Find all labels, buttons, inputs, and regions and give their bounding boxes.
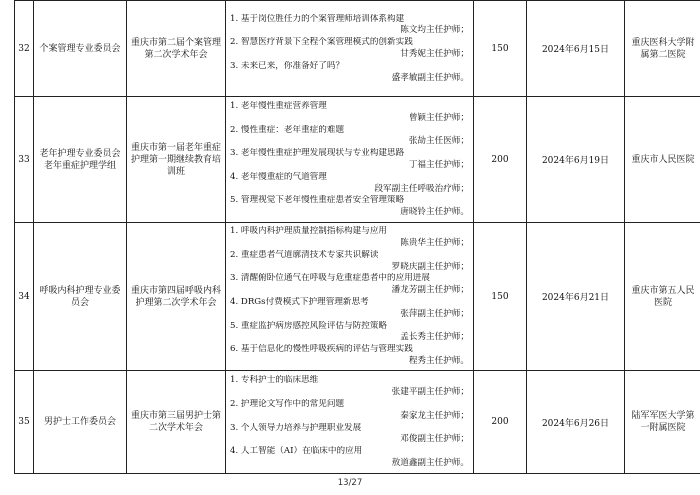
host-cell: 重庆医科大学附属第二医院: [631, 37, 695, 60]
host-cell: 重庆市人民医院: [631, 154, 695, 165]
table-row: [15, 371, 700, 474]
event-date: 2024年6月21日: [527, 223, 625, 371]
topic-item: 1. 呼吸内科护理质量控制指标构建与应用 陈贵华主任护师；: [230, 226, 469, 249]
event-name-cell: 重庆市第三届男护士第二次学术年会: [130, 411, 221, 433]
attendee-count: 150: [474, 223, 527, 371]
topic-item: 3. 清醒俯卧位通气在呼吸与危重症患者中的应用进展 潘龙芳副主任护师；: [230, 273, 469, 296]
topic-item: 1. 基于岗位胜任力的个案管理师培训体系构建 陈文均主任护师；: [230, 13, 469, 36]
topic-item: 2. 慢性重症：老年重症的难题 张劼主任医师；: [230, 124, 469, 147]
page-number: 13/27: [337, 478, 363, 488]
topics-cell: [226, 1, 474, 97]
topic-item: 3. 未来已来，你准备好了吗？ 盛孝敏副主任护师。: [230, 60, 469, 83]
event-date: 2024年6月19日: [527, 97, 625, 223]
organizer-cell: 男护士工作委员会: [43, 417, 116, 427]
row-index: 32: [15, 1, 34, 97]
attendee-count: 200: [474, 371, 527, 474]
topic-item: 2. 护理论文写作中的常见问题 秦家龙主任护师；: [230, 398, 469, 421]
row-index: 34: [15, 223, 34, 371]
topic-item: 4. 人工智能（AI）在临床中的应用 敖道鑫副主任护师。: [230, 446, 469, 468]
organizer-cell: 呼吸内科护理专业委员会: [39, 285, 121, 308]
organizer-cell: 老年护理专业委员会老年重症护理学组: [39, 148, 121, 171]
topics-cell: [226, 97, 474, 223]
table-row: [15, 223, 700, 371]
table-row: [15, 1, 700, 97]
topic-item: 5. 重症监护病房感控风险评估与防控策略 孟长秀主任护师；: [230, 320, 469, 343]
topic-item: 6. 基于信息化的慢性呼吸疾病的评估与管理实践 程秀主任护师。: [230, 344, 469, 366]
host-cell: 重庆市第五人民医院: [631, 285, 695, 308]
topics-cell: [226, 223, 474, 371]
topic-item: 2. 智慧医疗背景下全程个案管理模式的创新实践 甘秀妮主任护师；: [230, 37, 469, 59]
topic-item: 2. 重症患者气道廓清技术专家共识解读 罗晓庆副主任护师；: [230, 249, 469, 272]
attendee-count: 200: [474, 97, 527, 223]
topics-cell: [226, 371, 474, 474]
event-name-cell: 重庆市第一届老年重症护理第一期继续教育培训班: [130, 142, 221, 177]
event-name-cell: 重庆市第二届个案管理第二次学术年会: [130, 37, 221, 60]
event-name-cell: 重庆市第四届呼吸内科护理第二次学术年会: [130, 285, 221, 308]
course-table: [14, 0, 700, 474]
event-date: 2024年6月15日: [527, 1, 625, 97]
topic-item: 5. 管理视觉下老年慢性重症患者安全管理策略 唐晓铃主任护师。: [230, 195, 469, 218]
topic-item: 1. 专科护士的临床思维 张建平副主任护师；: [230, 375, 469, 398]
topic-item: 3. 个人领导力培养与护理职业发展 邓俊副主任护师；: [230, 422, 469, 445]
row-index: 35: [15, 371, 34, 474]
topic-item: 3. 老年慢性重症护理发展现状与专业构建思路 丁福主任护师；: [230, 148, 469, 170]
table-row: [15, 97, 700, 223]
host-cell: 陆军军医大学第一附属医院: [631, 411, 695, 433]
event-date: 2024年6月26日: [527, 371, 625, 474]
row-index: 33: [15, 97, 34, 223]
topic-item: 4. 老年慢重症的气道管理 段军副主任呼吸治疗师；: [230, 171, 469, 194]
topic-item: 4. DRGs付费模式下护理管理新思考 张萍副主任护师；: [230, 297, 469, 319]
organizer-cell: 个案管理专业委员会: [39, 43, 121, 54]
attendee-count: 150: [474, 1, 527, 97]
topic-item: 1. 老年慢性重症营养管理 曾颖主任护师；: [230, 101, 469, 123]
